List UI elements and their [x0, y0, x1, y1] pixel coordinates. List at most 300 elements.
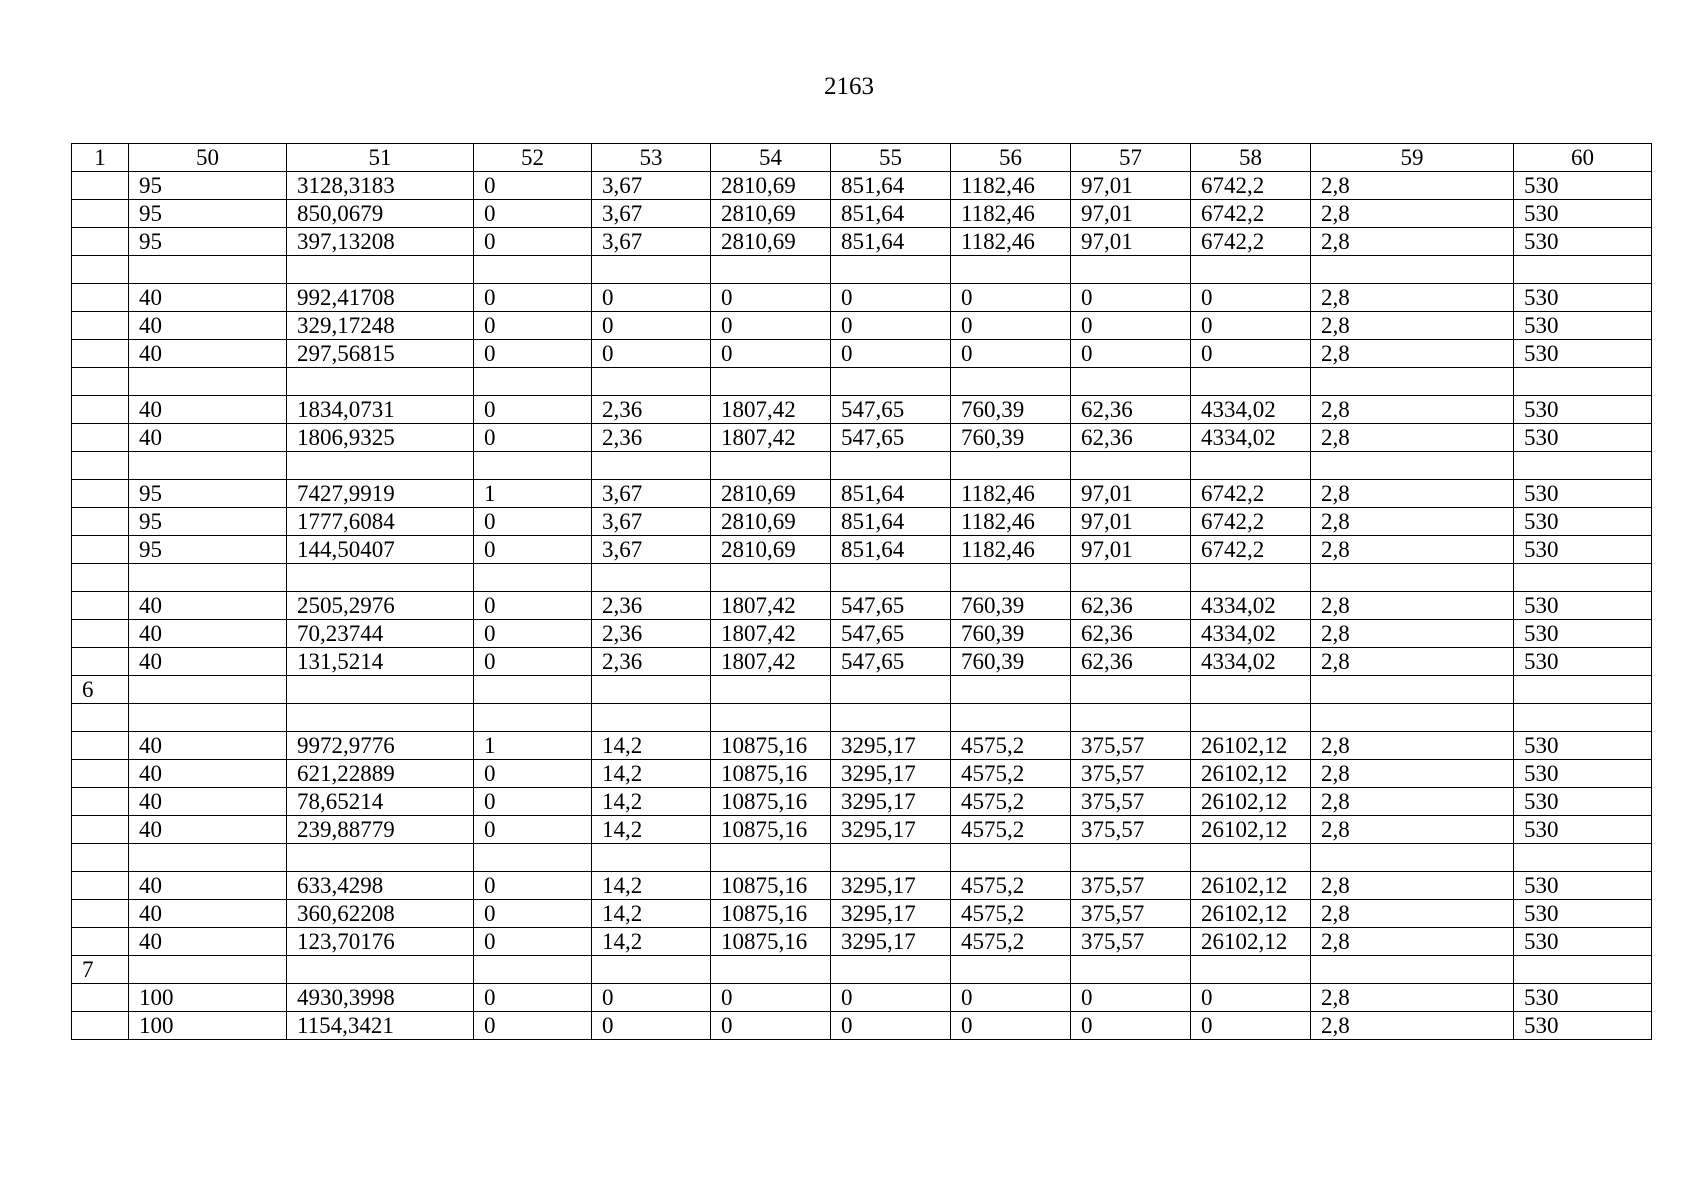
- table-cell: 530: [1514, 228, 1652, 256]
- table-row: [72, 396, 1652, 424]
- table-cell: [129, 368, 287, 396]
- table-cell: 131,5214: [287, 648, 474, 676]
- table-cell: 547,65: [831, 396, 951, 424]
- table-cell: 0: [831, 340, 951, 368]
- table-cell: [72, 732, 129, 760]
- table-cell: 851,64: [831, 200, 951, 228]
- table-row: [72, 956, 1652, 984]
- table-cell: [711, 256, 831, 284]
- table-cell: 1807,42: [711, 620, 831, 648]
- table-cell: [474, 704, 592, 732]
- table-cell: [1311, 452, 1514, 480]
- table-cell: 0: [1071, 340, 1191, 368]
- table-cell: 4575,2: [951, 788, 1071, 816]
- table-cell: 95: [129, 200, 287, 228]
- table-cell: [287, 676, 474, 704]
- table-cell: 2,8: [1311, 480, 1514, 508]
- table-row: [72, 228, 1652, 256]
- table-cell: 851,64: [831, 228, 951, 256]
- table-cell: [1311, 704, 1514, 732]
- table-cell: [1514, 452, 1652, 480]
- table-cell: 760,39: [951, 592, 1071, 620]
- table-cell: 62,36: [1071, 620, 1191, 648]
- table-row: [72, 816, 1652, 844]
- table-cell: 40: [129, 592, 287, 620]
- table-cell: [1311, 844, 1514, 872]
- table-cell: [72, 312, 129, 340]
- column-header: 1: [72, 144, 129, 172]
- table-cell: 2,8: [1311, 396, 1514, 424]
- table-cell: 3,67: [592, 228, 711, 256]
- table-cell: 40: [129, 900, 287, 928]
- table-cell: 2,8: [1311, 984, 1514, 1012]
- table-cell: 97,01: [1071, 228, 1191, 256]
- table-cell: 40: [129, 928, 287, 956]
- table-row: [72, 788, 1652, 816]
- table-cell: 4334,02: [1191, 424, 1311, 452]
- table-cell: [711, 564, 831, 592]
- table-cell: [1311, 564, 1514, 592]
- table-cell: 0: [474, 760, 592, 788]
- table-cell: 397,13208: [287, 228, 474, 256]
- table-cell: 547,65: [831, 620, 951, 648]
- table-cell: 3295,17: [831, 732, 951, 760]
- column-header: 57: [1071, 144, 1191, 172]
- table-cell: 1182,46: [951, 172, 1071, 200]
- table-cell: 10875,16: [711, 928, 831, 956]
- table-row: [72, 900, 1652, 928]
- table-cell: 547,65: [831, 592, 951, 620]
- table-cell: 530: [1514, 648, 1652, 676]
- table-cell: [1514, 956, 1652, 984]
- table-cell: 2,8: [1311, 900, 1514, 928]
- table-cell: [1514, 844, 1652, 872]
- table-cell: 1182,46: [951, 508, 1071, 536]
- table-cell: [72, 760, 129, 788]
- table-cell: [72, 536, 129, 564]
- table-row: [72, 676, 1652, 704]
- table-cell: [1071, 676, 1191, 704]
- table-cell: [72, 984, 129, 1012]
- table-cell: 2810,69: [711, 172, 831, 200]
- table-cell: 0: [951, 340, 1071, 368]
- table-cell: [831, 704, 951, 732]
- table-cell: [72, 284, 129, 312]
- table-row: [72, 760, 1652, 788]
- table-cell: 2810,69: [711, 200, 831, 228]
- table-cell: [129, 844, 287, 872]
- table-cell: 2,8: [1311, 648, 1514, 676]
- table-cell: [72, 844, 129, 872]
- table-cell: 95: [129, 536, 287, 564]
- table-row: [72, 172, 1652, 200]
- table-cell: 0: [1071, 312, 1191, 340]
- table-cell: 530: [1514, 732, 1652, 760]
- table-cell: [72, 620, 129, 648]
- table-cell: [592, 564, 711, 592]
- table-cell: [1191, 452, 1311, 480]
- table-row: [72, 592, 1652, 620]
- table-row: [72, 536, 1652, 564]
- table-row: [72, 928, 1652, 956]
- table-cell: 0: [474, 1012, 592, 1040]
- table-row: [72, 200, 1652, 228]
- table-row: [72, 620, 1652, 648]
- table-cell: 7427,9919: [287, 480, 474, 508]
- table-cell: 0: [474, 312, 592, 340]
- table-cell: 0: [474, 284, 592, 312]
- table-cell: 530: [1514, 788, 1652, 816]
- table-cell: 95: [129, 508, 287, 536]
- table-cell: [72, 228, 129, 256]
- table-cell: 6742,2: [1191, 536, 1311, 564]
- table-cell: 1182,46: [951, 228, 1071, 256]
- table-cell: 14,2: [592, 928, 711, 956]
- table-cell: 0: [592, 312, 711, 340]
- table-cell: 26102,12: [1191, 816, 1311, 844]
- column-header: 60: [1514, 144, 1652, 172]
- table-cell: [129, 704, 287, 732]
- table-cell: 6742,2: [1191, 228, 1311, 256]
- table-cell: 1182,46: [951, 536, 1071, 564]
- table-cell: [287, 844, 474, 872]
- table-cell: 2,8: [1311, 536, 1514, 564]
- table-cell: 95: [129, 228, 287, 256]
- table-cell: [711, 704, 831, 732]
- table-cell: 0: [711, 340, 831, 368]
- table-cell: [592, 704, 711, 732]
- table-cell: [831, 956, 951, 984]
- table-row: [72, 480, 1652, 508]
- table-cell: 2,8: [1311, 760, 1514, 788]
- table-cell: [951, 452, 1071, 480]
- table-cell: 1807,42: [711, 424, 831, 452]
- table-cell: [72, 564, 129, 592]
- table-cell: 0: [1071, 1012, 1191, 1040]
- table-cell: 0: [711, 312, 831, 340]
- table-cell: [831, 256, 951, 284]
- table-cell: 144,50407: [287, 536, 474, 564]
- table-cell: 3,67: [592, 508, 711, 536]
- table-cell: 0: [831, 984, 951, 1012]
- table-cell: 3295,17: [831, 872, 951, 900]
- table-cell: [1191, 704, 1311, 732]
- table-cell: [951, 704, 1071, 732]
- table-row: [72, 648, 1652, 676]
- table-cell: [287, 956, 474, 984]
- table-cell: [951, 564, 1071, 592]
- table-cell: [72, 256, 129, 284]
- table-cell: 40: [129, 312, 287, 340]
- table-cell: [129, 956, 287, 984]
- table-cell: 62,36: [1071, 396, 1191, 424]
- table-cell: [951, 676, 1071, 704]
- table-cell: 1154,3421: [287, 1012, 474, 1040]
- table-cell: 0: [951, 312, 1071, 340]
- table-cell: 239,88779: [287, 816, 474, 844]
- table-cell: 4575,2: [951, 760, 1071, 788]
- table-cell: [831, 368, 951, 396]
- table-cell: 0: [1191, 312, 1311, 340]
- table-cell: [474, 844, 592, 872]
- table-cell: 2,8: [1311, 228, 1514, 256]
- table-cell: 621,22889: [287, 760, 474, 788]
- table-cell: 3,67: [592, 480, 711, 508]
- table-cell: 2,36: [592, 424, 711, 452]
- table-cell: 4334,02: [1191, 620, 1311, 648]
- table-cell: 0: [474, 928, 592, 956]
- table-cell: [474, 676, 592, 704]
- table-cell: 0: [474, 200, 592, 228]
- table-cell: 0: [1071, 984, 1191, 1012]
- table-cell: 2,8: [1311, 200, 1514, 228]
- table-cell: 6: [72, 676, 129, 704]
- table-cell: 100: [129, 984, 287, 1012]
- table-cell: [1191, 368, 1311, 396]
- table-cell: 9972,9776: [287, 732, 474, 760]
- table-cell: 2,8: [1311, 172, 1514, 200]
- table-row: [72, 452, 1652, 480]
- table-cell: 14,2: [592, 872, 711, 900]
- table-cell: 97,01: [1071, 172, 1191, 200]
- table-cell: 4575,2: [951, 816, 1071, 844]
- table-cell: 3295,17: [831, 816, 951, 844]
- table-cell: 4930,3998: [287, 984, 474, 1012]
- table-cell: 530: [1514, 312, 1652, 340]
- table-cell: 375,57: [1071, 732, 1191, 760]
- table-cell: [1311, 368, 1514, 396]
- table-cell: 530: [1514, 760, 1652, 788]
- table-cell: [831, 452, 951, 480]
- table-cell: 4334,02: [1191, 396, 1311, 424]
- table-cell: 850,0679: [287, 200, 474, 228]
- table-cell: 26102,12: [1191, 732, 1311, 760]
- table-cell: 10875,16: [711, 872, 831, 900]
- table-cell: [592, 452, 711, 480]
- table-cell: 26102,12: [1191, 928, 1311, 956]
- table-cell: 530: [1514, 172, 1652, 200]
- table-cell: 7: [72, 956, 129, 984]
- table-cell: 14,2: [592, 760, 711, 788]
- table-cell: 3,67: [592, 536, 711, 564]
- column-header: 58: [1191, 144, 1311, 172]
- table-cell: 0: [474, 872, 592, 900]
- column-header: 56: [951, 144, 1071, 172]
- table-cell: 0: [951, 284, 1071, 312]
- table-cell: [287, 368, 474, 396]
- table-cell: 3,67: [592, 172, 711, 200]
- table-cell: 3,67: [592, 200, 711, 228]
- table-cell: 0: [831, 1012, 951, 1040]
- table-cell: 97,01: [1071, 508, 1191, 536]
- table-cell: 530: [1514, 620, 1652, 648]
- table-row: [72, 340, 1652, 368]
- table-cell: [831, 564, 951, 592]
- table-cell: [1071, 956, 1191, 984]
- table-cell: 14,2: [592, 900, 711, 928]
- table-cell: [1191, 676, 1311, 704]
- table-cell: [1071, 704, 1191, 732]
- table-cell: [72, 704, 129, 732]
- table-cell: 78,65214: [287, 788, 474, 816]
- table-cell: [72, 872, 129, 900]
- table-cell: [72, 424, 129, 452]
- table-cell: [951, 956, 1071, 984]
- table-cell: [72, 788, 129, 816]
- table-cell: 0: [474, 508, 592, 536]
- table-row: [72, 284, 1652, 312]
- table-cell: 0: [592, 1012, 711, 1040]
- table-cell: 1182,46: [951, 200, 1071, 228]
- table-cell: [951, 368, 1071, 396]
- table-row: [72, 844, 1652, 872]
- table-cell: 3295,17: [831, 928, 951, 956]
- table-row: [72, 312, 1652, 340]
- table-cell: [72, 340, 129, 368]
- table-cell: 2810,69: [711, 480, 831, 508]
- table-cell: 4575,2: [951, 900, 1071, 928]
- table-cell: 40: [129, 816, 287, 844]
- table-cell: 40: [129, 760, 287, 788]
- table-cell: 2,8: [1311, 620, 1514, 648]
- table-cell: [951, 256, 1071, 284]
- table-cell: 2810,69: [711, 536, 831, 564]
- table-cell: 6742,2: [1191, 172, 1311, 200]
- table-cell: [711, 844, 831, 872]
- column-header: 50: [129, 144, 287, 172]
- table-cell: 530: [1514, 424, 1652, 452]
- table-cell: [72, 172, 129, 200]
- table-cell: 530: [1514, 816, 1652, 844]
- table-cell: 100: [129, 1012, 287, 1040]
- table-cell: 14,2: [592, 732, 711, 760]
- table-cell: 851,64: [831, 508, 951, 536]
- table-cell: [592, 844, 711, 872]
- table-cell: 1182,46: [951, 480, 1071, 508]
- table-cell: [129, 452, 287, 480]
- table-cell: 1807,42: [711, 396, 831, 424]
- table-cell: 97,01: [1071, 480, 1191, 508]
- table-cell: 0: [474, 172, 592, 200]
- table-cell: [831, 676, 951, 704]
- table-cell: 40: [129, 340, 287, 368]
- table-cell: 10875,16: [711, 900, 831, 928]
- table-cell: 40: [129, 648, 287, 676]
- table-cell: 4575,2: [951, 872, 1071, 900]
- table-cell: [72, 900, 129, 928]
- table-cell: 2,8: [1311, 424, 1514, 452]
- table-cell: 0: [474, 340, 592, 368]
- table-cell: [1311, 956, 1514, 984]
- table-cell: 530: [1514, 872, 1652, 900]
- table-row: [72, 732, 1652, 760]
- table-cell: 0: [951, 1012, 1071, 1040]
- table-cell: [129, 564, 287, 592]
- table-cell: 10875,16: [711, 732, 831, 760]
- table-cell: 40: [129, 424, 287, 452]
- table-cell: 530: [1514, 592, 1652, 620]
- table-cell: [474, 368, 592, 396]
- table-cell: 40: [129, 732, 287, 760]
- table-cell: 375,57: [1071, 928, 1191, 956]
- table-cell: 14,2: [592, 816, 711, 844]
- table-cell: 851,64: [831, 536, 951, 564]
- table-cell: 530: [1514, 200, 1652, 228]
- table-cell: 0: [474, 816, 592, 844]
- table-cell: 4334,02: [1191, 592, 1311, 620]
- table-cell: 2,8: [1311, 340, 1514, 368]
- table-cell: [287, 564, 474, 592]
- table-row: [72, 256, 1652, 284]
- table-cell: 0: [831, 312, 951, 340]
- table-cell: [72, 592, 129, 620]
- table-cell: 2,8: [1311, 312, 1514, 340]
- table-cell: 10875,16: [711, 788, 831, 816]
- table-cell: 0: [592, 984, 711, 1012]
- table-cell: [1514, 676, 1652, 704]
- table-cell: 297,56815: [287, 340, 474, 368]
- table-cell: 0: [474, 396, 592, 424]
- table-cell: 6742,2: [1191, 508, 1311, 536]
- table-cell: 2,36: [592, 620, 711, 648]
- table-cell: 0: [711, 1012, 831, 1040]
- table-row: [72, 704, 1652, 732]
- table-cell: 4575,2: [951, 732, 1071, 760]
- column-header: 55: [831, 144, 951, 172]
- table-cell: [1191, 564, 1311, 592]
- table-cell: 2,36: [592, 592, 711, 620]
- table-cell: 633,4298: [287, 872, 474, 900]
- table-cell: 530: [1514, 340, 1652, 368]
- table-row: [72, 984, 1652, 1012]
- table-cell: [1514, 564, 1652, 592]
- table-cell: 123,70176: [287, 928, 474, 956]
- table-cell: [1071, 256, 1191, 284]
- table-cell: [831, 844, 951, 872]
- table-cell: [1071, 844, 1191, 872]
- table-cell: 0: [474, 788, 592, 816]
- table-cell: 40: [129, 872, 287, 900]
- table-cell: 1807,42: [711, 592, 831, 620]
- table-cell: [711, 452, 831, 480]
- table-cell: 329,17248: [287, 312, 474, 340]
- table-cell: 375,57: [1071, 900, 1191, 928]
- table-cell: 26102,12: [1191, 900, 1311, 928]
- table-cell: 992,41708: [287, 284, 474, 312]
- table-cell: 375,57: [1071, 816, 1191, 844]
- table-cell: 0: [474, 592, 592, 620]
- table-cell: 40: [129, 396, 287, 424]
- table-cell: [1191, 956, 1311, 984]
- table-cell: [1311, 676, 1514, 704]
- table-cell: 2505,2976: [287, 592, 474, 620]
- table-cell: 0: [592, 340, 711, 368]
- table-cell: 10875,16: [711, 760, 831, 788]
- table-cell: [129, 676, 287, 704]
- table-cell: [72, 200, 129, 228]
- table-cell: 1777,6084: [287, 508, 474, 536]
- table-cell: 0: [1191, 1012, 1311, 1040]
- table-cell: 62,36: [1071, 424, 1191, 452]
- table-cell: 2,8: [1311, 872, 1514, 900]
- table-cell: [711, 676, 831, 704]
- table-cell: 97,01: [1071, 200, 1191, 228]
- table-cell: 530: [1514, 536, 1652, 564]
- table-cell: [711, 368, 831, 396]
- page-number: 2163: [824, 73, 874, 100]
- table-row: [72, 508, 1652, 536]
- table-cell: 530: [1514, 900, 1652, 928]
